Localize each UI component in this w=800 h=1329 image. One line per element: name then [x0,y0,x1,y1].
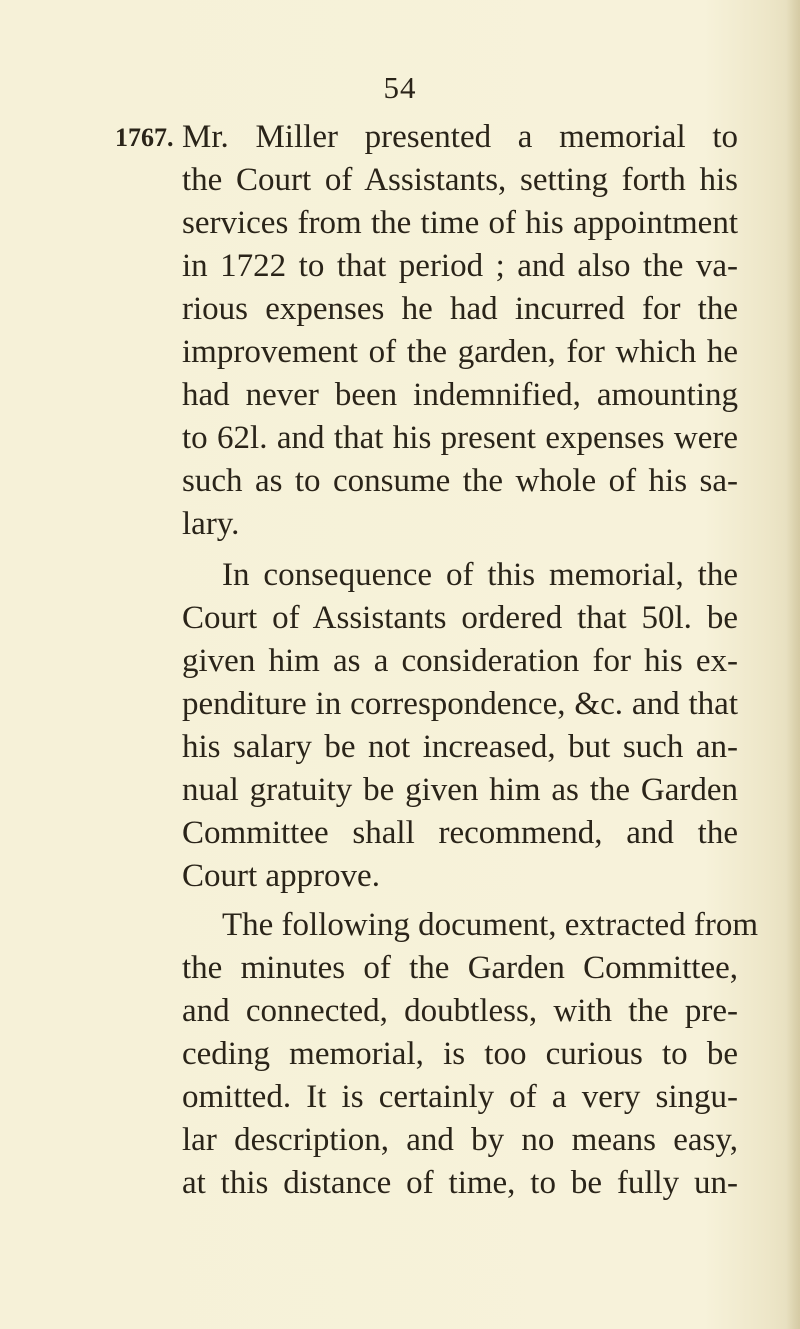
margin-year-note: 1767. [115,123,174,152]
text-line: the Court of Assistants, setting forth his [182,162,738,198]
text-line: Committee shall recommend, and the [182,815,738,851]
page-number: 54 [383,70,417,105]
text-line: in 1722 to that period ; and also the va- [182,248,738,284]
text-line: lary. [182,506,240,542]
text-line: and connected, doubtless, with the pre- [182,993,738,1029]
text-line: at this distance of time, to be fully un- [182,1165,738,1201]
text-line: improvement of the garden, for which he [182,334,738,370]
text-line: the minutes of the Garden Committee, [182,950,738,986]
text-line: nual gratuity be given him as the Garden [182,772,738,808]
text-line: Mr. Miller presented a memorial to [182,119,738,155]
paragraph-following-document [182,904,759,1205]
text-line: such as to consume the whole of his sa- [182,463,738,499]
text-line: Court approve. [182,858,380,894]
text-line: omitted. It is certainly of a very singu- [182,1079,738,1115]
text-line: Court of Assistants ordered that 50l. be [182,600,738,636]
text-line: services from the time of his appointment [182,205,738,241]
text-line: to 62l. and that his present expenses were [182,420,738,456]
text-line: given him as a consideration for his ex- [182,643,738,679]
paragraph-consequence [182,554,738,898]
text-line: rious expenses he had incurred for the [182,291,738,327]
text-line: his salary be not increased, but such an- [182,729,738,765]
text-line: The following document, extracted from [222,907,759,943]
page-edge-shadow [786,0,800,1329]
text-line: ceding memorial, is too curious to be [182,1036,738,1072]
paragraph-memorial [182,116,738,546]
text-line: had never been indemnified, amounting [182,377,738,413]
text-line: lar description, and by no means easy, [182,1122,738,1158]
text-line: penditure in correspondence, &c. and that [182,686,738,722]
text-line: In consequence of this memorial, the [222,557,738,593]
